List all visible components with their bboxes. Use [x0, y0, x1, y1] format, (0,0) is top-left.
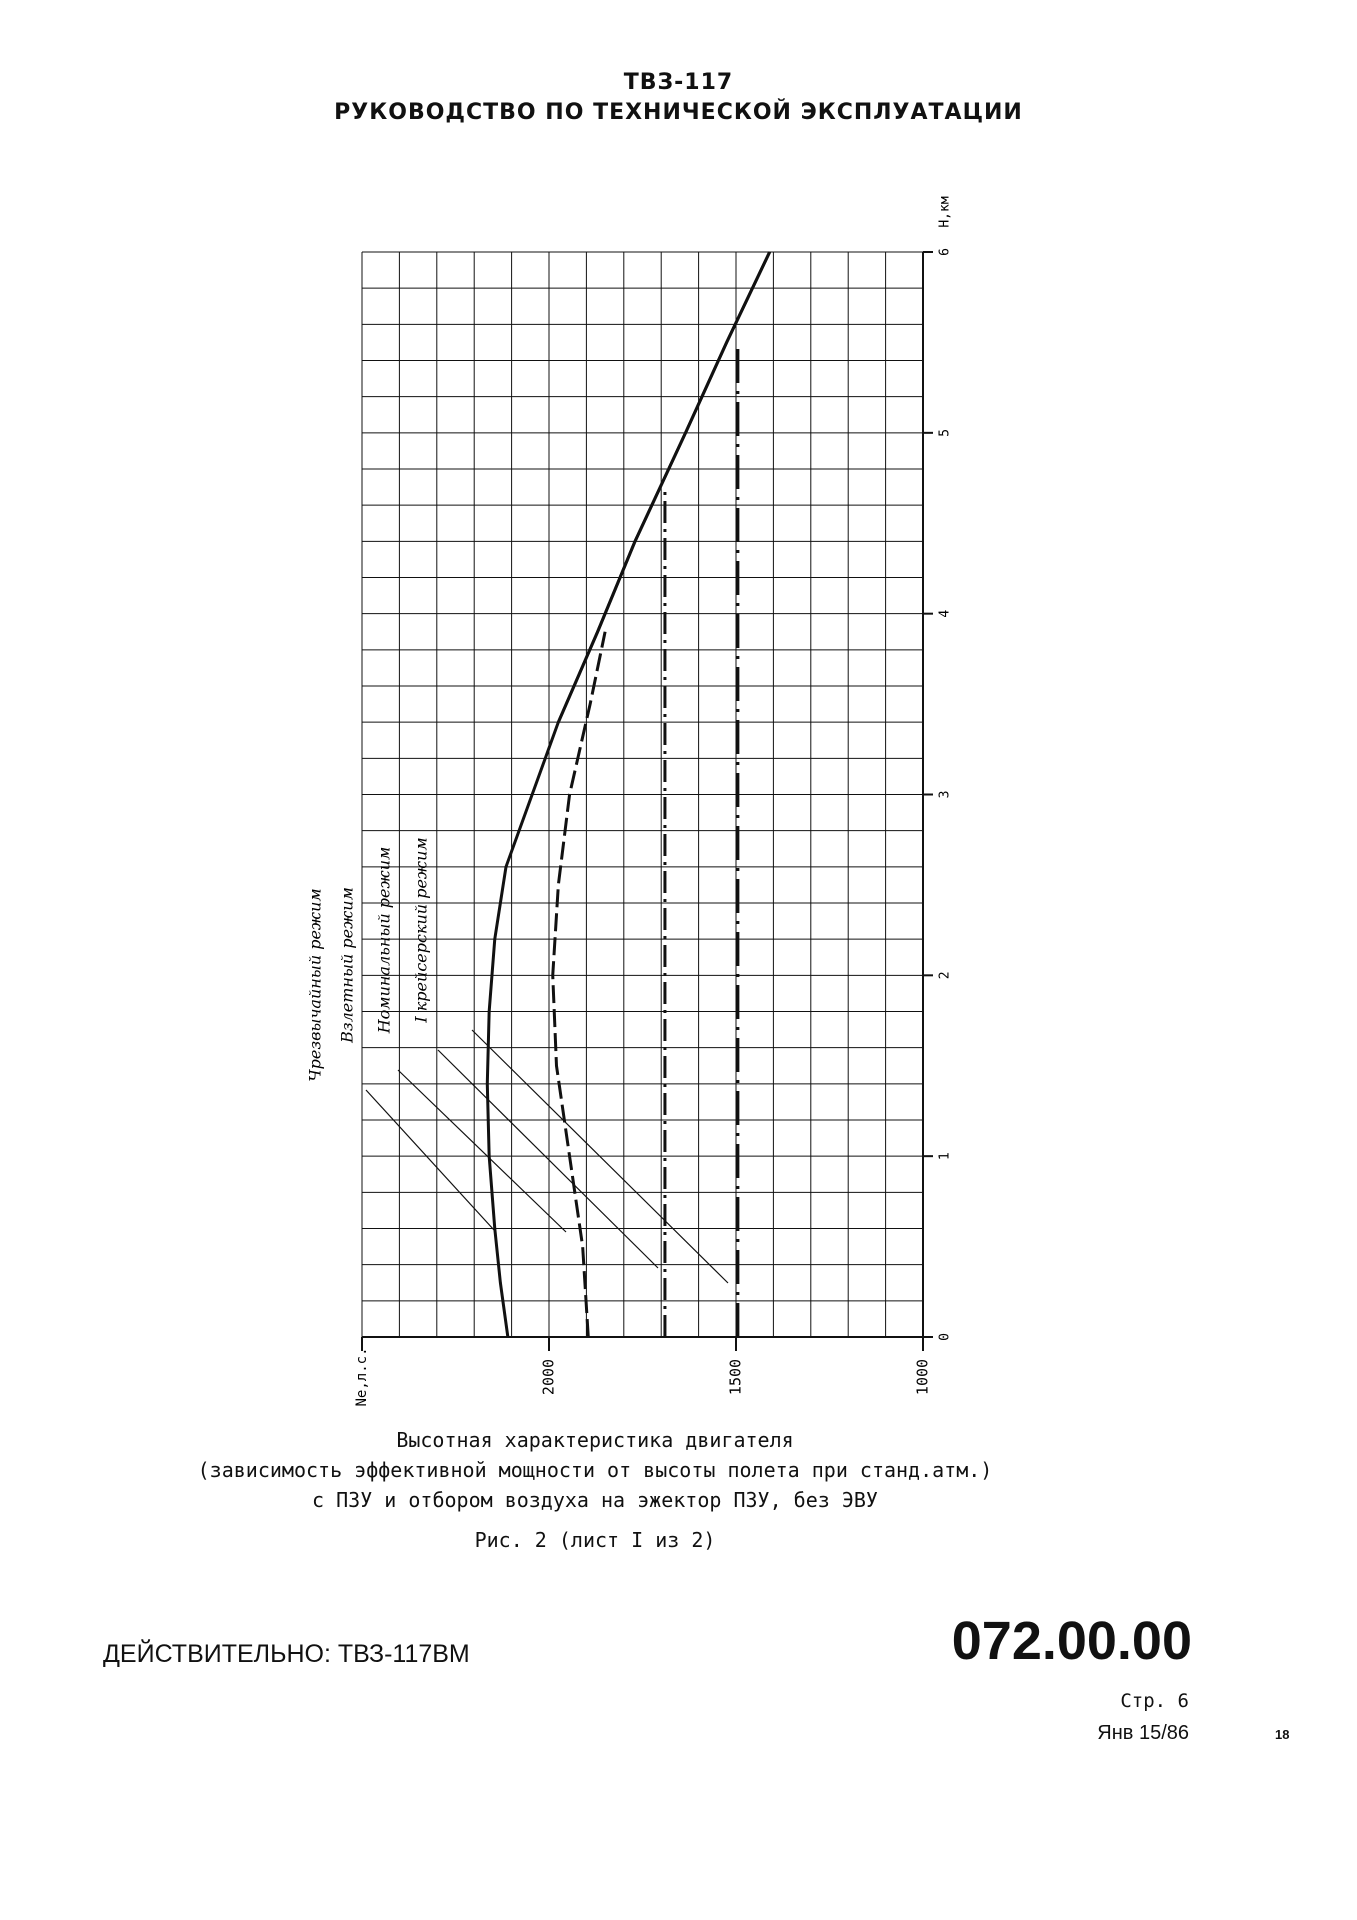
legend-leader-line — [366, 1090, 494, 1230]
ne-tick-label: 1500 — [726, 1358, 745, 1396]
legend-label-emergency: Чрезвычайный режим — [305, 888, 325, 1082]
legend-label-cruise: I крейсерский режим — [411, 837, 431, 1023]
h-tick-label: 5 — [937, 428, 953, 437]
ne-tick-label: 1000 — [913, 1358, 932, 1396]
h-tick-label: 6 — [937, 248, 953, 256]
h-tick-label: 0 — [937, 1333, 953, 1341]
ne-tick-label: 2000 — [539, 1358, 558, 1396]
series-line-2 — [553, 632, 605, 1337]
revision-date: Янв 15/86 — [1097, 1722, 1189, 1744]
document-subtitle: РУКОВОДСТВО ПО ТЕХНИЧЕСКОЙ ЭКСПЛУАТАЦИИ — [334, 100, 1023, 125]
document-title: ТВЗ-117 — [623, 70, 734, 95]
caption-line-2: (зависимость эффективной мощности от высоты полета при станд.атм.) — [197, 1458, 993, 1482]
caption-line-1: Высотная характеристика двигателя — [396, 1428, 794, 1452]
h-axis-label: H,км — [937, 196, 953, 228]
legend-leader-line — [438, 1050, 658, 1268]
legend-label-nominal: Номинальный режим — [374, 846, 394, 1034]
page-number: Стр. 6 — [1120, 1690, 1189, 1712]
ne-axis-label: Ne,л.с. — [354, 1347, 370, 1407]
validity-note: ДЕЙСТВИТЕЛЬНО: ТВЗ-117ВМ — [103, 1640, 470, 1668]
h-tick-label: 4 — [937, 609, 953, 618]
sheet-number: 18 — [1275, 1727, 1290, 1742]
caption-line-3: с ПЗУ и отбором воздуха на эжектор ПЗУ, без ЭВУ — [312, 1488, 878, 1512]
h-tick-label: 1 — [937, 1152, 953, 1161]
h-tick-label: 2 — [937, 971, 953, 980]
h-tick-label: 3 — [937, 790, 953, 799]
document-number: 072.00.00 — [951, 1611, 1192, 1671]
figure-number: Рис. 2 (лист I из 2) — [474, 1528, 716, 1552]
legend-label-takeoff: Взлетный режим — [337, 887, 357, 1043]
